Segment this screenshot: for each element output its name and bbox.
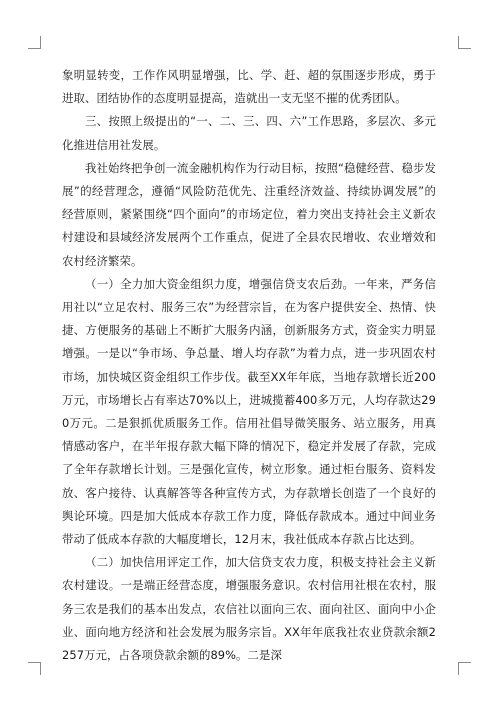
crop-mark-bottom-right bbox=[458, 662, 471, 675]
crop-mark-bottom-left bbox=[28, 662, 41, 675]
paragraph: （二）加快信用评定工作，加大信贷支农力度，积极支持社会主义新农村建设。一是端正经营态度，增强服务意识。农村信用社根在农村，服务三农是我们的基本出发点，农信社以面向三农、面向社区、面向中小企业、面向地方经济和社会发展为服务宗旨。XX年年底我社农业贷款余额2257万元，占各项贷款余额的89%。二是深 bbox=[62, 555, 436, 663]
document-body bbox=[62, 64, 436, 667]
crop-mark-top-left bbox=[28, 36, 41, 49]
paragraph: 我社始终把争创一流金融机构作为行动目标，按照“稳健经营、稳步发展”的经营理念，遵循“风险防范优先、注重经济效益、持续协调发展”的经营原则，紧紧围绕“四个面向”的市场定位，着力突出支持社会主义新农村建设和县域经济发展两个工作重点，促进了全县农民增收、农业增效和农村经济繁荣。 bbox=[62, 160, 436, 268]
paragraph: （一）全力加大资金组织力度，增强信贷支农后劲。一年来，严务信用社以“立足农村、服务三农”为经营宗旨，在为客户提供安全、热情、快捷、方便服务的基础上不断扩大服务内涵，创新服务方式，资金实力明显增强。一是以“争市场、争总量、增人均存款”为着力点，进一步巩固农村市场，加快城区资金组织工作步伐。截至XX年年底，当地存款增长近200万元，市场增长占有率达70%以上，进城揽蓄400多万元，人均存款达290万元。二是狠抓优质服务工作。信用社倡导微笑服务、站立服务，用真情感动客户，在半年报存款大幅下降的情况下，稳定并发展了存款，完成了全年存款增长计划。三是强化宣传，树立形象。通过柜台服务、资料发放、客户接待、认真解答等各种宣传方式，为存款增长创造了一个良好的舆论环境。四是加大低成本存款工作力度，降低存款成本。通过中间业务带动了低成本存款的大幅度增长，12月末，我社低成本存款占比达到。 bbox=[62, 276, 436, 547]
crop-mark-top-right bbox=[458, 36, 471, 49]
paragraph-continuation: 象明显转变，工作作风明显增强，比、学、赶、超的氛围逐步形成，勇于进取、团结协作的态度明显提高，造就出一支无坚不摧的优秀团队。 bbox=[62, 68, 436, 106]
section-heading: 三、按照上级提出的“一、二、三、四、六”工作思路，多层次、多元化推进信用社发展。 bbox=[62, 114, 436, 152]
